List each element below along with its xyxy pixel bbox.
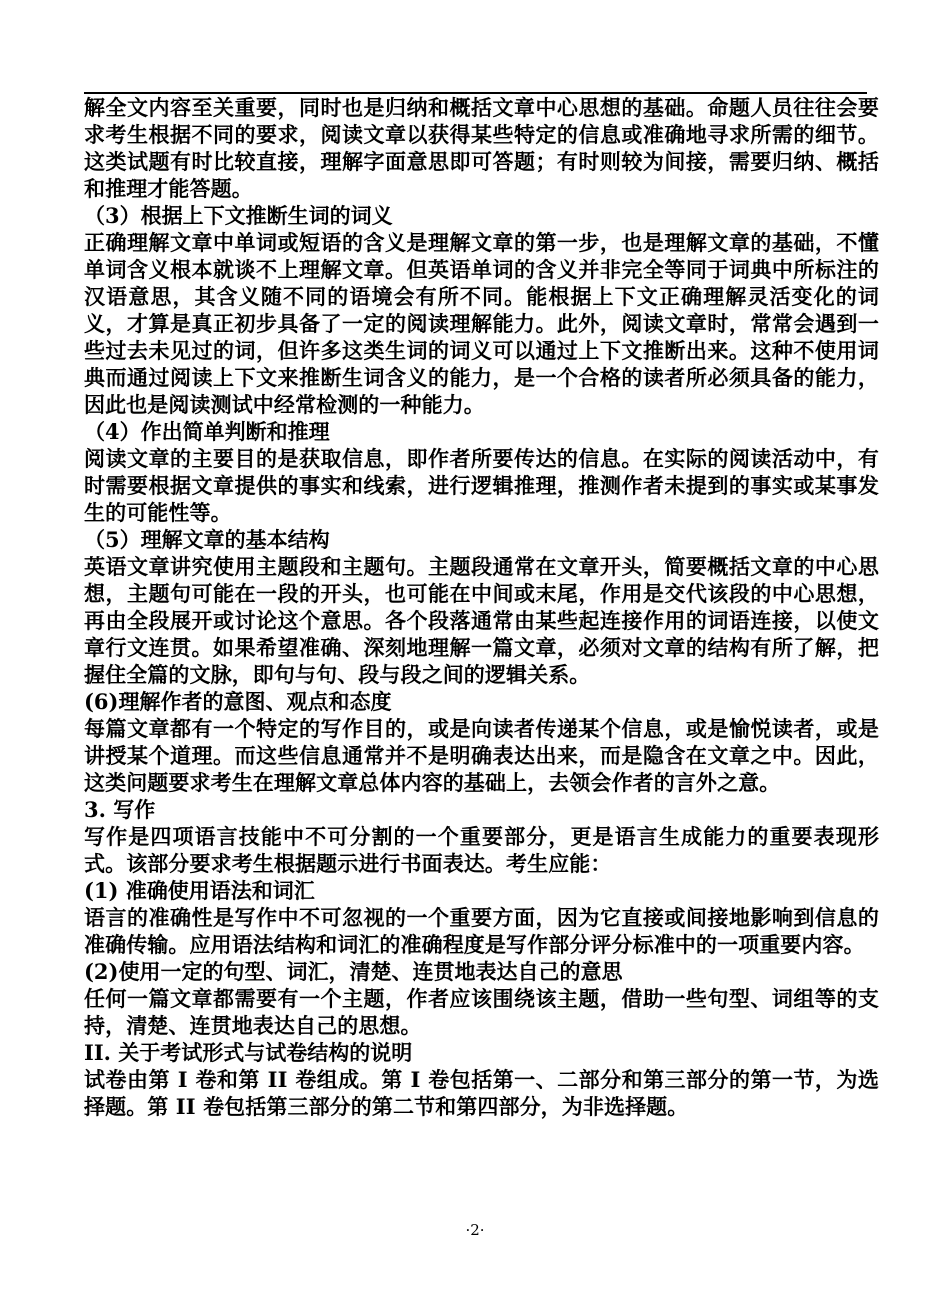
paragraph-writing: 写作是四项语言技能中不可分割的一个重要部分，更是语言生成能力的重要表现形式。该部分要求考生根据题示进行书面表达。考生应能： (84, 824, 879, 876)
heading-writing: 3. 写作 (84, 797, 156, 822)
heading-coherent-expression: (2)使用一定的句型、词汇，清楚、连贯地表达自己的意思 (84, 959, 623, 984)
paragraph-judgment-inference: 阅读文章的主要目的是获取信息，即作者所要传达的信息。在实际的阅读活动中，有时需要根据文章提供的事实和线索，进行逻辑推理，推测作者未提到的事实或某事发生的可能性等。 (84, 446, 879, 525)
page-number: ·2· (465, 1221, 485, 1239)
paragraph-exam-format: 试卷由第 I 卷和第 II 卷组成。第 I 卷包括第一、二部分和第三部分的第一节，为选择题。第 II 卷包括第三部分的第二节和第四部分，为非选择题。 (84, 1067, 879, 1119)
paragraph-coherent-expression: 任何一篇文章都需要有一个主题，作者应该围绕该主题，借助一些句型、词组等的支持，清楚、连贯地表达自己的思想。 (84, 986, 879, 1038)
document-body (84, 94, 879, 1120)
heading-grammar-vocabulary: (1) 准确使用语法和词汇 (84, 878, 315, 903)
heading-infer-word-meaning: （3）根据上下文推断生词的词义 (84, 203, 393, 228)
paragraph-author-intent: 每篇文章都有一个特定的写作目的，或是向读者传递某个信息，或是愉悦读者，或是讲授某个道理。而这些信息通常并不是明确表达出来，而是隐含在文章之中。因此，这类问题要求考生在理解文章总体内容的基础上，去领会作者的言外之意。 (84, 716, 879, 795)
heading-judgment-inference: （4）作出简单判断和推理 (84, 419, 330, 444)
heading-text-structure: （5）理解文章的基本结构 (84, 527, 330, 552)
paragraph-infer-word-meaning: 正确理解文章中单词或短语的含义是理解文章的第一步，也是理解文章的基础，不懂单词含义根本就谈不上理解文章。但英语单词的含义并非完全等同于词典中所标注的汉语意思，其含义随不同的语境会有所不同。能根据上下文正确理解灵活变化的词义，才算是真正初步具备了一定的阅读理解能力。此外，阅读文章时，常常会遇到一些过去未见过的词，但许多这类生词的词义可以通过上下文推断出来。这种不使用词典而通过阅读上下文来推断生词含义的能力，是一个合格的读者所必须具备的能力，因此也是阅读测试中经常检测的一种能力。 (84, 230, 879, 417)
heading-exam-format: II. 关于考试形式与试卷结构的说明 (84, 1040, 413, 1065)
paragraph-reading-detail: 解全文内容至关重要，同时也是归纳和概括文章中心思想的基础。命题人员往往会要求考生根据不同的要求，阅读文章以获得某些特定的信息或准确地寻求所需的细节。这类试题有时比较直接，理解字面意思即可答题；有时则较为间接，需要归纳、概括和推理才能答题。 (84, 95, 879, 201)
paragraph-grammar-vocabulary: 语言的准确性是写作中不可忽视的一个重要方面，因为它直接或间接地影响到信息的准确传输。应用语法结构和词汇的准确程度是写作部分评分标准中的一项重要内容。 (84, 905, 879, 957)
paragraph-text-structure: 英语文章讲究使用主题段和主题句。主题段通常在文章开头，简要概括文章的中心思想，主题句可能在一段的开头，也可能在中间或末尾，作用是交代该段的中心思想，再由全段展开或讨论这个意思。各个段落通常由某些起连接作用的词语连接，以使文章行文连贯。如果希望准确、深刻地理解一篇文章，必须对文章的结构有所了解，把握住全篇的文脉，即句与句、段与段之间的逻辑关系。 (84, 554, 879, 687)
heading-author-intent: (6)理解作者的意图、观点和态度 (84, 689, 392, 714)
